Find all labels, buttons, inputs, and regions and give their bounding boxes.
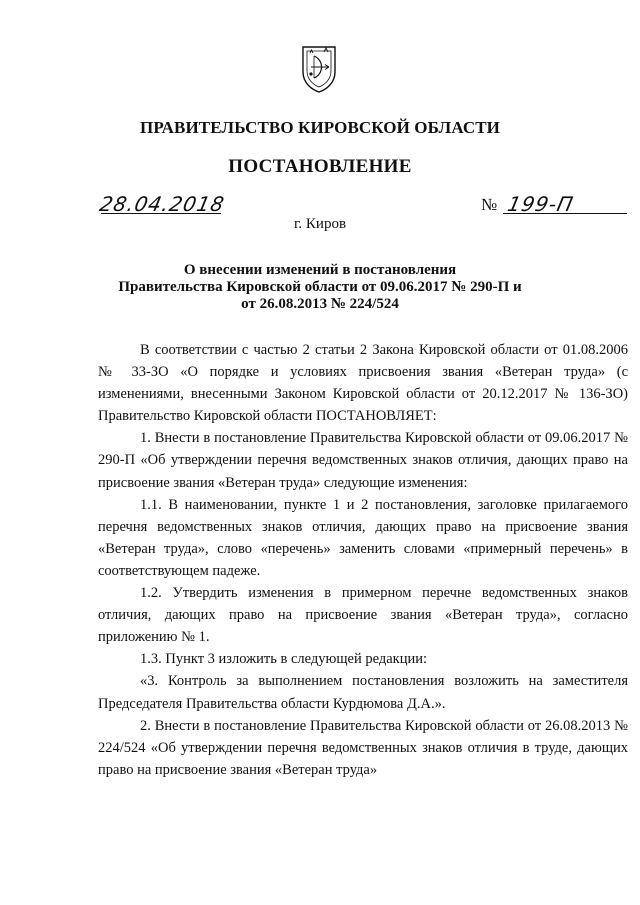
paragraph-2: 2. Внести в постановление Правительства Кировской области от 26.08.2013 № 224/524 «Об утверждении перечня ведомственных знаков отличия в труде, дающих право на присвоение звания «Ветеран труда» [98,717,628,778]
paragraph-1-3-text: «3. Контроль за выполнением постановления возложить на заместителя Председателя Правительства области Курдюмова Д.А.». [98,673,628,712]
paragraph-1: 1. Внести в постановление Правительства Кировской области от 09.06.2017 № 290-П «Об утверждении перечня ведомственных знаков отличия, дающих право на присвоение звания «Ветеран труда» следующие изменения: [98,430,628,491]
city: г. Киров [293,216,347,232]
document-body [98,339,628,781]
government-name: ПРАВИТЕЛЬСТВО КИРОВСКОЙ ОБЛАСТИ [140,118,500,137]
paragraph-1-3: 1.3. Пункт 3 изложить в следующей редакции: [140,651,428,668]
title-line-2: Правительства Кировской области от 09.06.2017 № 290-П и [118,279,522,295]
title-line-1: О внесении изменений в постановления [183,262,457,278]
document-type: ПОСТАНОВЛЕНИЕ [228,156,412,177]
number-label: № [481,195,498,214]
paragraph-preamble: В соответствии с частью 2 статьи 2 Закона Кировской области от 01.08.2006 № 33-ЗО «О порядке и условиях присвоения звания «Ветеран труда» (с изменениями, внесенными Законом Кировской области от 20.12.2017 № 136-ЗО) Правительство Кировской области ПОСТАНОВЛЯЕТ: [98,342,628,425]
document-date: 28.04.2018 [97,192,228,216]
document-title [0,262,640,313]
paragraph-1-1: 1.1. В наименовании, пункте 1 и 2 постановления, заголовке прилагаемого перечня ведомственных знаков отличия, дающих право на присвоение звания «Ветеран труда», слово «перечень» заменить словами «примерный перечень» в соответствующем падеже. [98,496,628,579]
paragraph-1-2: 1.2. Утвердить изменения в примерном перечне ведомственных знаков отличия, дающих право на присвоение звания «Ветеран труда», согласно приложению № 1. [98,585,628,646]
date-underline [101,213,221,214]
title-line-3: от 26.08.2013 № 224/524 [241,296,399,312]
document-number: 199-П [505,192,576,216]
number-underline [503,213,627,214]
coat-of-arms-icon [300,44,338,94]
